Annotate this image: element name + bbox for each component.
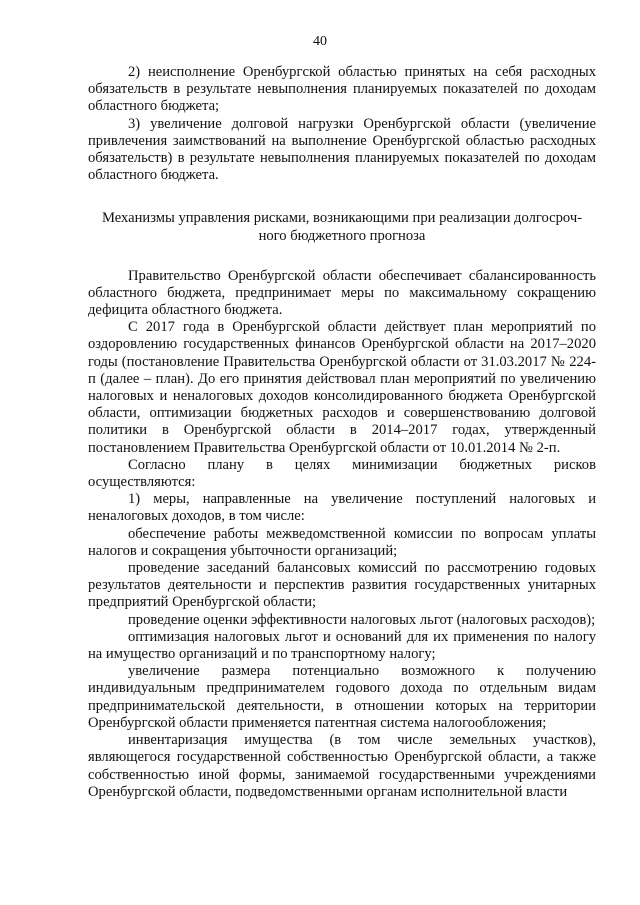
paragraph: проведение оценки эффективности налоговых льгот (налоговых расходов);	[128, 611, 596, 628]
document-body	[88, 64, 596, 801]
paragraph: 3) увеличение долговой нагрузки Оренбургской области (увеличение привлечения заимствований на выполнение Оренбургской областью расходных обязательств) в результате невыполнения планируемых показателей по доходам областного бюджета.	[88, 115, 596, 184]
section-heading-line: Механизмы управления рисками, возникающими при реализации долгосроч-	[101, 210, 583, 227]
paragraph: 2) неисполнение Оренбургской областью принятых на себя расходных обязательств в результате невыполнения планируемых показателей по доходам областного бюджета;	[88, 64, 596, 115]
paragraph: С 2017 года в Оренбургской области действует план мероприятий по оздоровлению государственных финансов Оренбургской области на 2017–2020 годы (постановление Правительства Оренбургской области от 31.03.2017 № 224-п (далее – план). До его принятия действовал план мероприятий по увеличению налоговых и неналоговых доходов консолидированного бюджета Оренбургской области, оптимизации бюджетных расходов и совершенствованию долговой политики в Оренбургской области в 2014–2017 годах, утвержденный постановлением Правительства Оренбургской области от 10.01.2014 № 2-п.	[88, 319, 596, 456]
paragraph: 1) меры, направленные на увеличение поступлений налоговых и неналоговых доходов, в том числе:	[88, 491, 596, 525]
paragraph: обеспечение работы межведомственной комиссии по вопросам уплаты налогов и сокращения убыточности организаций;	[88, 525, 596, 559]
paragraph: Согласно плану в целях минимизации бюджетных рисков осуществляются:	[88, 456, 596, 491]
paragraph: Правительство Оренбургской области обеспечивает сбалансированность областного бюджета, предпринимает меры по максимальному сокращению дефицита областного бюджета.	[88, 267, 596, 319]
paragraph: увеличение размера потенциально возможного к получению индивидуальным предпринимателем годового дохода по отдельным видам предпринимательской деятельности, в отношении которых на территории Оренбургской области применяется патентная система налогообложения;	[88, 663, 596, 731]
paragraph: оптимизация налоговых льгот и оснований для их применения по налогу на имущество организаций и по транспортному налогу;	[88, 628, 596, 663]
paragraph: проведение заседаний балансовых комиссий по рассмотрению годовых результатов деятельности и перспектив развития государственных унитарных предприятий Оренбургской области;	[88, 560, 596, 611]
section-heading	[88, 210, 596, 245]
section-heading-line: ного бюджетного прогноза	[258, 228, 426, 245]
paragraph: инвентаризация имущества (в том числе земельных участков), являющегося государственной собственностью Оренбургской области, а также собственностью иной формы, занимаемой государственными учреждениями Оренбургской области, подведомственными органам исполнительной власти	[88, 732, 596, 800]
page-number: 40	[313, 34, 327, 49]
